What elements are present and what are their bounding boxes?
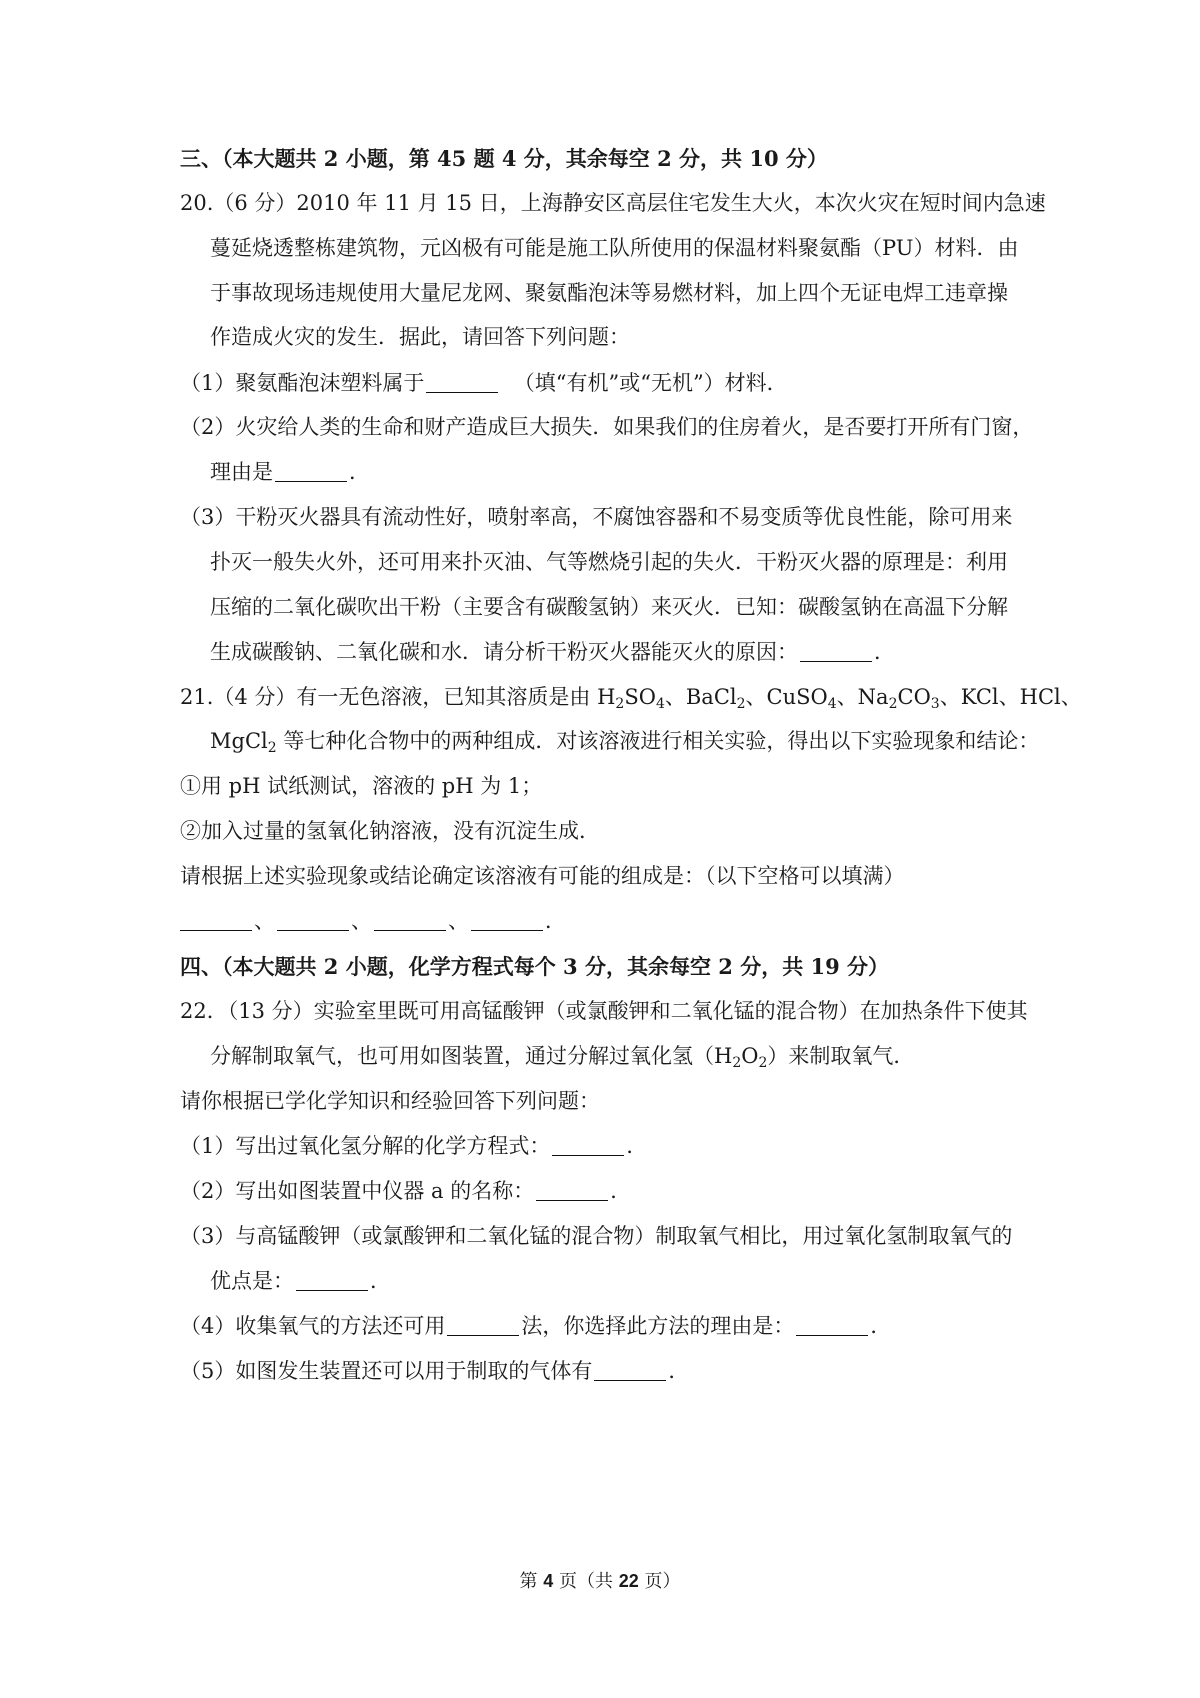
q21-text: 等七种化合物中的两种组成．对该溶液进行相关实验，得出以下实验现象和结论： [276,729,1040,753]
subscript: 4 [655,696,665,712]
q21-text: 、Na [836,685,889,709]
q21-step1: ①用 pH 试纸测试，溶液的 pH 为 1； [180,774,543,798]
separator: 、 [351,909,372,933]
footer-text: 第 [519,1571,544,1592]
q20-part3-line4 [210,637,1200,667]
q22-part2-text: （2）写出如图装置中仪器 a 的名称： [180,1179,535,1203]
q21-text: MgCl [210,729,268,753]
q22-part3-line1: （3）与高锰酸钾（或氯酸钾和二氧化锰的混合物）制取氧气相比，用过氧化氢制取氧气的 [180,1224,1013,1248]
q21-text: SO [624,685,656,709]
q21-line1 [180,682,1200,712]
q20-part2-line2 [210,457,1200,487]
answer-blank[interactable] [447,1315,519,1336]
q20-part2-end: ． [349,460,370,484]
q22-part2 [180,1176,1200,1206]
answer-blank[interactable] [277,910,349,931]
subscript: 2 [758,1055,768,1071]
q21-text: 、BaCl [664,685,737,709]
subscript: 2 [736,696,746,712]
q20-part1 [180,368,1200,398]
subscript: 2 [615,696,625,712]
answer-blank[interactable] [374,910,446,931]
q20-part3-text: 生成碳酸钠、二氧化碳和水．请分析干粉灭火器能灭火的原因： [210,640,798,664]
subscript: 4 [827,696,837,712]
answer-blank[interactable] [296,1270,368,1291]
q20-line3: 于事故现场违规使用大量尼龙网、聚氨酯泡沫等易燃材料，加上四个无证电焊工违章操 [210,281,1008,305]
q21-question: 请根据上述实验现象或结论确定该溶液有可能的组成是：（以下空格可以填满） [180,864,905,888]
answer-blank[interactable] [796,1315,868,1336]
answer-blank[interactable] [426,372,498,393]
q21-answers [180,906,1200,936]
footer-text: 页） [638,1571,681,1592]
q22-part5 [180,1356,1200,1386]
q20-part2-line1: （2）火灾给人类的生命和财产造成巨大损失．如果我们的住房着火，是否要打开所有门窗， [180,415,1034,439]
q22-line3: 请你根据已学化学知识和经验回答下列问题： [180,1089,600,1113]
q20-part3-line3: 压缩的二氧化碳吹出干粉（主要含有碳酸氢钠）来灭火．已知：碳酸氢钠在高温下分解 [210,595,1008,619]
subscript: 2 [732,1055,742,1071]
q21-text: 、CuSO [745,685,828,709]
period: ． [370,1269,391,1293]
period: ． [870,1314,892,1338]
q22-line2 [210,1041,1200,1071]
page-total: 22 [618,1571,639,1591]
q22-text: O [741,1044,759,1068]
subscript: 2 [267,740,277,756]
q21-text: CO [897,685,931,709]
page-footer [0,1568,1200,1595]
q21-line2 [210,726,1200,756]
q22-text: ）来制取氧气． [767,1044,915,1068]
q22-part4-text: （4）收集氧气的方法还可用 [180,1314,446,1338]
period: ． [545,909,566,933]
answer-blank[interactable] [552,1135,624,1156]
q22-part3-text: 优点是： [210,1269,294,1293]
q20-line2: 蔓延烧透整栋建筑物，元凶极有可能是施工队所使用的保温材料聚氨酯（PU）材料．由 [210,236,1019,260]
q20-part1-text: （1）聚氨酯泡沫塑料属于 [180,371,425,395]
q22-part4 [180,1311,1200,1341]
q22-part5-text: （5）如图发生装置还可以用于制取的气体有 [180,1359,593,1383]
period: ． [610,1179,632,1203]
section4-heading: 四、（本大题共 2 小题，化学方程式每个 3 分，其余每空 2 分，共 19 分） [180,954,890,979]
period: ． [626,1134,648,1158]
q21-text: 、KCl、HCl、 [939,685,1082,709]
q20-part3-line1: （3）干粉灭火器具有流动性好，喷射率高，不腐蚀容器和不易变质等优良性能，除可用来 [180,505,1013,529]
q20-part3-line2: 扑灭一般失火外，还可用来扑灭油、气等燃烧引起的失火．干粉灭火器的原理是：利用 [210,550,1008,574]
answer-blank[interactable] [180,910,252,931]
subscript: 3 [930,696,940,712]
separator: 、 [254,909,275,933]
subscript: 2 [888,696,898,712]
answer-blank[interactable] [536,1180,608,1201]
answer-blank[interactable] [275,461,347,482]
q20-part2-text: 理由是 [210,460,273,484]
q20-line4: 作造成火灾的发生．据此，请回答下列问题： [210,325,630,349]
q21-text: 21.（4 分）有一无色溶液，已知其溶质是由 H [180,685,616,709]
q20-part3-end: ． [874,640,895,664]
q22-part3-line2 [210,1266,1200,1296]
q20-line1: 20.（6 分）2010 年 11 月 15 日，上海静安区高层住宅发生大火，本次火灾在短时间内急速 [180,191,1046,215]
answer-blank[interactable] [800,641,872,662]
page-number: 4 [543,1571,554,1591]
q21-step2: ②加入过量的氢氧化钠溶液，没有沉淀生成． [180,819,600,843]
footer-text: 页（共 [553,1571,619,1592]
answer-blank[interactable] [471,910,543,931]
section3-heading: 三、（本大题共 2 小题，第 45 题 4 分，其余每空 2 分，共 10 分） [180,146,828,171]
q20-part1-text-post: （填“有机”或“无机”）材料． [513,371,788,395]
answer-blank[interactable] [594,1360,666,1381]
period: ． [668,1359,690,1383]
q22-part4-text-mid: 法，你选择此方法的理由是： [521,1314,795,1338]
q22-text: 分解制取氧气，也可用如图装置，通过分解过氧化氢（H [210,1044,733,1068]
separator: 、 [448,909,469,933]
q22-line1: 22．（13 分）实验室里既可用高锰酸钾（或氯酸钾和二氧化锰的混合物）在加热条件下使其 [180,999,1028,1023]
q22-part1 [180,1131,1200,1161]
q22-part1-text: （1）写出过氧化氢分解的化学方程式： [180,1134,551,1158]
